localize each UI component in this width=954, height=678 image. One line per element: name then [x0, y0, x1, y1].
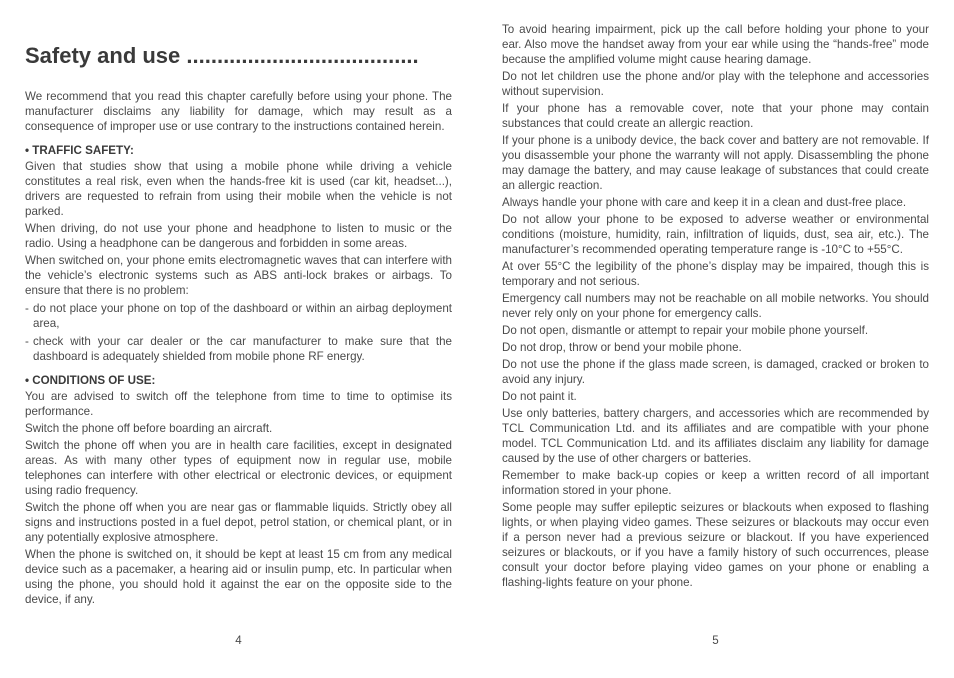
- safety-paragraph: Do not paint it.: [502, 390, 577, 403]
- bullet-text: check with your car dealer or the car manufacturer to make sure that the dashboard is adequately shielded from mobile phone RF energy.: [33, 335, 452, 363]
- conditions-paragraph: Switch the phone off when you are in health care facilities, except in designated areas. As with many other types of equipment now in regular use, mobile telephones can interfere with other electrical or electronic devices, or equipment using radio frequency.: [25, 439, 452, 497]
- conditions-paragraph: Switch the phone off before boarding an aircraft.: [25, 422, 273, 435]
- bullet-text: do not place your phone on top of the dashboard or within an airbag deployment area,: [33, 302, 452, 330]
- safety-paragraph: Do not allow your phone to be exposed to adverse weather or environmental conditions (moisture, humidity, rain, infiltration of liquids, dust, sea air, etc.). The manufacturer’s recommended operating temperature range is -10°C to +55°C.: [502, 213, 929, 256]
- traffic-paragraph: Given that studies show that using a mobile phone while driving a vehicle constitutes a real risk, even when the hands-free kit is used (car kit, headset...), drivers are requested to refrain from using their mobile when the vehicle is not parked.: [25, 160, 452, 218]
- safety-paragraph: Some people may suffer epileptic seizures or blackouts when exposed to flashing lights, or when playing video games. These seizures or blackouts may occur even if a person never had a previous seizure or blackout. If you have experienced seizures or blackouts, or if you have a family history of such occurrences, please consult your doctor before playing video games on your phone or enabling a flashing-lights feature on your phone.: [502, 501, 929, 589]
- page-number: 5: [712, 634, 719, 647]
- page-number: 4: [235, 634, 242, 647]
- safety-paragraph: Always handle your phone with care and keep it in a clean and dust-free place.: [502, 196, 907, 209]
- bullet-marker: -: [25, 302, 29, 315]
- intro-paragraph: We recommend that you read this chapter carefully before using your phone. The manufacturer disclaims any liability for damage, which may result as a consequence of improper use or use contrary to the instructions contained herein.: [25, 90, 452, 133]
- conditions-paragraph: You are advised to switch off the telephone from time to time to optimise its performance.: [25, 390, 452, 418]
- safety-paragraph: Do not open, dismantle or attempt to repair your mobile phone yourself.: [502, 324, 869, 337]
- conditions-paragraph: When the phone is switched on, it should be kept at least 15 cm from any medical device such as a pacemaker, a hearing aid or insulin pump, etc. In particular when using the phone, you should hold it against the ear on the opposite side to the device, if any.: [25, 548, 452, 606]
- right-page-body: [502, 22, 929, 590]
- safety-paragraph: If your phone is a unibody device, the back cover and battery are not removable. If you disassemble your phone the warranty will not apply. Disassembling the phone may damage the battery, and may cause leakage of substances that could create an allergic reaction.: [502, 134, 929, 192]
- safety-paragraph: If your phone has a removable cover, note that your phone may contain substances that could create an allergic reaction.: [502, 102, 929, 130]
- safety-paragraph: Do not use the phone if the glass made screen, is damaged, cracked or broken to avoid any injury.: [502, 358, 929, 386]
- safety-paragraph: At over 55°C the legibility of the phone’s display may be impaired, though this is temporary and not serious.: [502, 260, 929, 288]
- traffic-paragraph: When driving, do not use your phone and headphone to listen to music or the radio. Using a headphone can be dangerous and forbidden in some areas.: [25, 222, 452, 250]
- traffic-safety-heading: • TRAFFIC SAFETY:: [25, 144, 134, 157]
- safety-paragraph: Remember to make back-up copies or keep a written record of all important information stored in your phone.: [502, 469, 929, 497]
- conditions-of-use-heading: • CONDITIONS OF USE:: [25, 374, 156, 387]
- safety-paragraph: Use only batteries, battery chargers, and accessories which are recommended by TCL Communication Ltd. and its affiliates and are compatible with your phone model. TCL Communication Ltd. and its affiliates disclaim any liability for damage caused by the use of other chargers or batteries.: [502, 407, 929, 465]
- left-page-body: [25, 89, 452, 607]
- bullet-marker: -: [25, 335, 29, 348]
- safety-paragraph: Do not let children use the phone and/or play with the telephone and accessories without supervision.: [502, 70, 929, 98]
- safety-paragraph: Do not drop, throw or bend your mobile phone.: [502, 341, 742, 354]
- safety-paragraph: Emergency call numbers may not be reachable on all mobile networks. You should never rely only on your phone for emergency calls.: [502, 292, 929, 320]
- safety-paragraph: To avoid hearing impairment, pick up the call before holding your phone to your ear. Also move the handset away from your ear while using the “hands-free” mode because the amplified volume might cause hearing damage.: [502, 23, 929, 66]
- page-title: Safety and use ......................................: [25, 43, 419, 68]
- conditions-paragraph: Switch the phone off when you are near gas or flammable liquids. Strictly obey all signs and instructions posted in a fuel depot, petrol station, or chemical plant, or in any potentially explosive atmosphere.: [25, 501, 452, 544]
- traffic-paragraph: When switched on, your phone emits electromagnetic waves that can interfere with the vehicle’s electronic systems such as ABS anti-lock brakes or airbags. To ensure that there is no problem:: [25, 254, 452, 297]
- bullet-item: [25, 301, 452, 331]
- bullet-item: [25, 334, 452, 364]
